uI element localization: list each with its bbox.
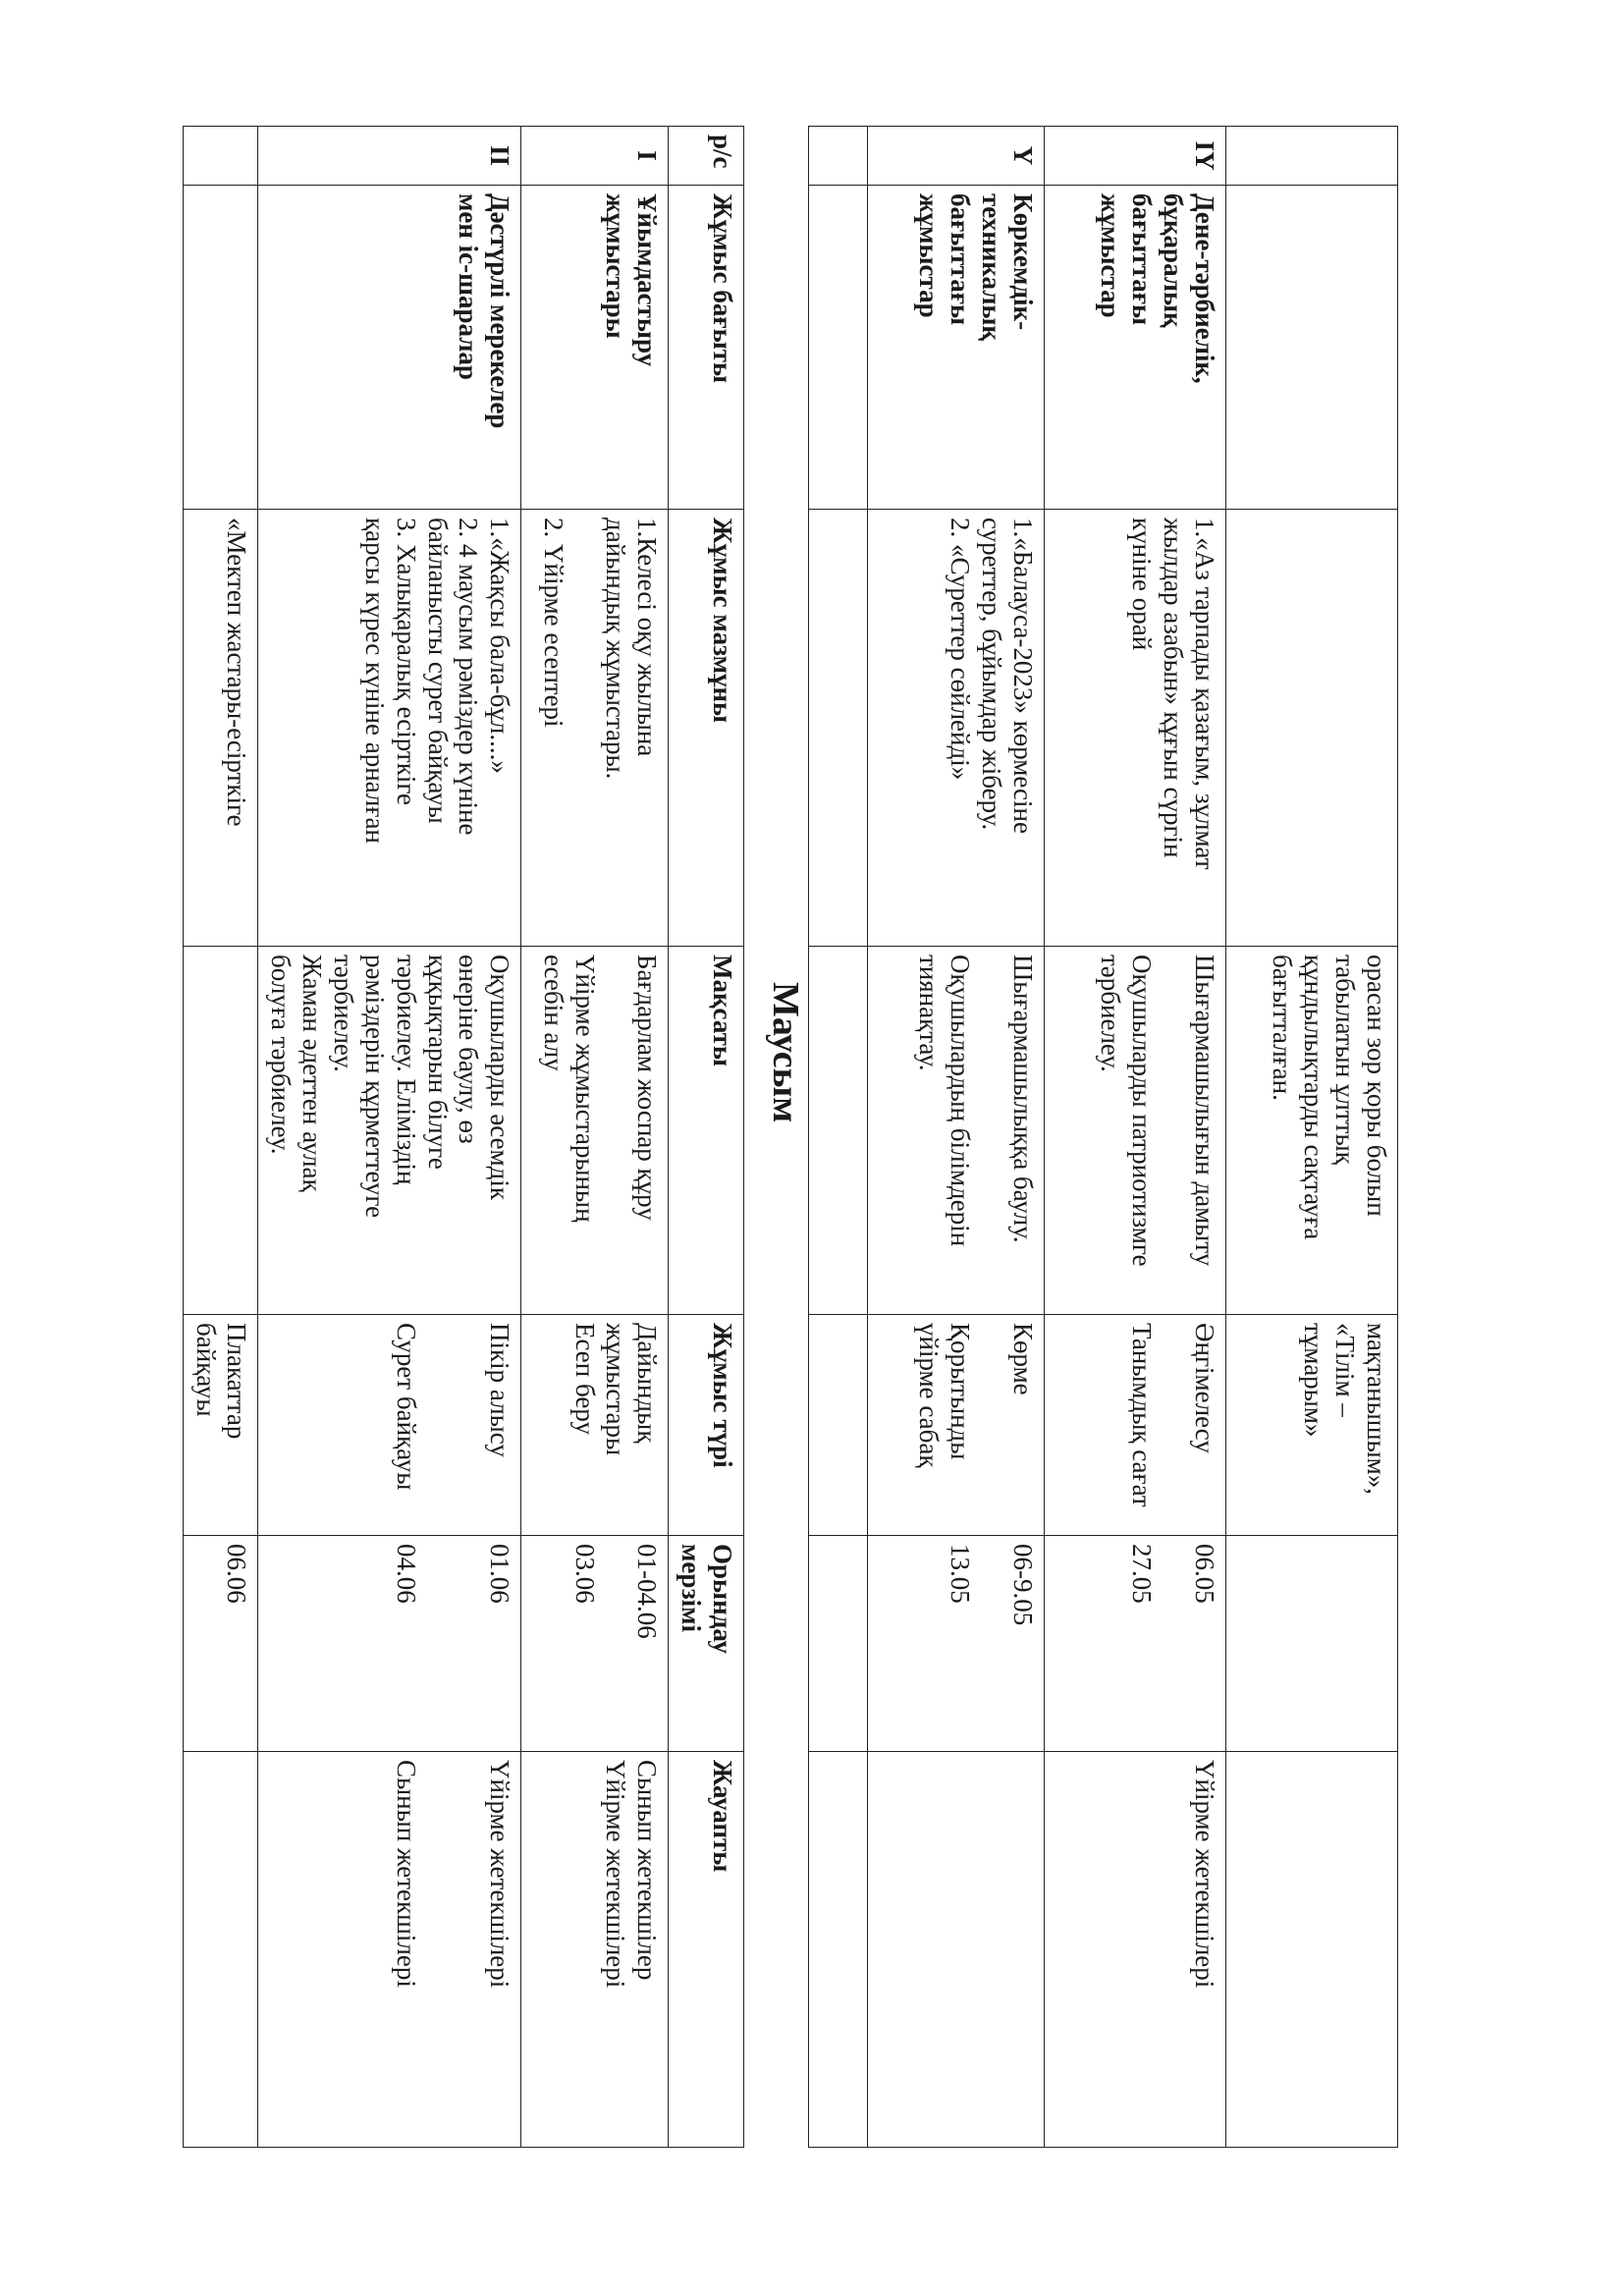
form-line: «Тілім – bbox=[1330, 1323, 1361, 1417]
date-line: 06.05 bbox=[1190, 1544, 1219, 1604]
form-line: Танымдық сағат bbox=[1127, 1323, 1158, 1507]
responsible-line: Сынып жетекшілер bbox=[632, 1760, 663, 1981]
direction-line: бұқаралық bbox=[1159, 193, 1189, 328]
row-num: I bbox=[521, 127, 669, 186]
date-line: 13.05 bbox=[946, 1544, 976, 1604]
date-line bbox=[453, 1544, 484, 1743]
goal-line: бағытталған. bbox=[1268, 955, 1298, 1101]
date-line: 04.06 bbox=[391, 1544, 421, 1604]
goal-line: құқықтарын білуге bbox=[422, 955, 453, 1170]
row-direction bbox=[183, 186, 258, 510]
content-line bbox=[568, 518, 600, 938]
content-line: байланысты сурет байқауы bbox=[422, 518, 453, 824]
header-date-line: Орындау bbox=[708, 1544, 737, 1654]
table-row bbox=[183, 127, 258, 2148]
row-direction bbox=[1045, 186, 1226, 510]
form-line: Есеп беру bbox=[569, 1323, 600, 1435]
direction-line: жұмыстары bbox=[601, 193, 631, 339]
direction-line: Дене-тәрбиелік, bbox=[1190, 193, 1219, 384]
goal-line bbox=[975, 955, 1006, 1306]
row-goal bbox=[258, 947, 521, 1315]
form-line: Қорытынды bbox=[946, 1323, 976, 1460]
content-line: «Мектеп жастары-есірткіге bbox=[222, 518, 252, 827]
direction-line: Көркемдік- bbox=[1008, 193, 1038, 331]
form-line bbox=[453, 1323, 484, 1527]
content-line: 3. Халықаралық есірткіге bbox=[391, 518, 421, 806]
header-goal: Мақсаты bbox=[669, 947, 744, 1315]
date-line: 01-04.06 bbox=[632, 1544, 663, 1639]
form-line: Плакаттар bbox=[222, 1323, 252, 1440]
form-line: Көрме bbox=[1008, 1323, 1038, 1395]
direction-line: мен іс-шаралар bbox=[454, 193, 484, 380]
row-form bbox=[1226, 1315, 1398, 1536]
goal-line: есебін алу bbox=[538, 955, 568, 1071]
date-line: 27.05 bbox=[1127, 1544, 1158, 1604]
goal-line: Шығармашылығын дамыту bbox=[1190, 955, 1219, 1267]
row-num: IY bbox=[1045, 127, 1226, 186]
row-goal bbox=[521, 947, 669, 1315]
goal-line: тәрбиелеу. Еліміздің bbox=[391, 955, 421, 1185]
content-line: 2. Үйірме есептері bbox=[538, 518, 568, 728]
date-line: 06-9.05 bbox=[1008, 1544, 1038, 1626]
row-date bbox=[868, 1536, 1045, 1752]
row-goal bbox=[1226, 947, 1398, 1315]
row-responsible bbox=[1226, 1752, 1398, 2148]
form-line bbox=[975, 1323, 1006, 1527]
goal-line bbox=[1157, 955, 1188, 1306]
header-row bbox=[669, 127, 744, 2148]
date-line: 03.06 bbox=[569, 1544, 600, 1604]
form-line: байқауы bbox=[190, 1323, 221, 1417]
bottom-table bbox=[183, 126, 744, 2148]
form-line: Дайындық bbox=[632, 1323, 663, 1444]
row-direction bbox=[868, 186, 1045, 510]
row-num bbox=[809, 127, 868, 186]
row-responsible: Үйірме жетекшілері bbox=[1045, 1752, 1226, 2148]
header-date bbox=[669, 1536, 744, 1752]
direction-line: жұмыстар bbox=[1096, 193, 1126, 318]
row-num bbox=[183, 127, 258, 186]
row-content bbox=[1226, 510, 1398, 947]
row-num: Y bbox=[868, 127, 1045, 186]
row-date bbox=[258, 1536, 521, 1752]
row-content bbox=[183, 510, 258, 947]
goal-line: орасан зор қоры болып bbox=[1362, 955, 1391, 1217]
goal-line bbox=[600, 955, 631, 1306]
row-responsible bbox=[183, 1752, 258, 2148]
row-goal bbox=[868, 947, 1045, 1315]
row-form bbox=[1045, 1315, 1226, 1536]
row-form bbox=[183, 1315, 258, 1536]
header-num: р/с bbox=[669, 127, 744, 186]
row-responsible bbox=[809, 1752, 868, 2148]
row-num: II bbox=[258, 127, 521, 186]
table-row bbox=[521, 127, 669, 2148]
row-goal bbox=[183, 947, 258, 1315]
date-line bbox=[975, 1544, 1006, 1743]
row-content bbox=[521, 510, 669, 947]
direction-line: бағыттағы bbox=[946, 193, 976, 326]
row-date bbox=[521, 1536, 669, 1752]
goal-line: Оқушыларды патриотизмге bbox=[1127, 955, 1158, 1267]
responsible-line: Үйірме жетекшілері bbox=[601, 1760, 631, 1989]
top-table bbox=[808, 126, 1398, 2148]
row-form bbox=[258, 1315, 521, 1536]
form-line: Пікір алысу bbox=[485, 1323, 515, 1457]
content-line: қарсы күрес күніне арналған bbox=[359, 518, 390, 844]
direction-line: Ұйымдастыру bbox=[632, 193, 663, 367]
row-goal bbox=[1045, 947, 1226, 1315]
content-line: 1.«Жақсы бала-бұл....» bbox=[485, 518, 515, 774]
content-line: 2. «Суреттер сөйлейді» bbox=[946, 518, 976, 781]
row-content bbox=[868, 510, 1045, 947]
form-line: мақтанышым», bbox=[1362, 1323, 1391, 1495]
content-line: 1.«Аз тарпады қазағым, зұлмат bbox=[1190, 518, 1219, 870]
content-line: 1.«Балауса-2023» көрмесіне bbox=[1008, 518, 1038, 834]
goal-line: табылатын ұлттық bbox=[1330, 955, 1361, 1165]
form-line: Әңгімелесу bbox=[1190, 1323, 1219, 1453]
content-line: күніне орай bbox=[1127, 518, 1158, 651]
goal-line: тиянақтау. bbox=[914, 955, 945, 1071]
responsible-line bbox=[453, 1760, 484, 2139]
goal-line: Жаман әдеттен аулақ bbox=[298, 955, 328, 1192]
row-content bbox=[258, 510, 521, 947]
goal-line: Шығармашылыққа баулу. bbox=[1008, 955, 1038, 1243]
form-line bbox=[421, 1323, 453, 1527]
goal-line: Оқушыларды әсемдік bbox=[485, 955, 515, 1201]
date-line bbox=[1157, 1544, 1188, 1743]
content-line: жылдар азабын» құғын сүргін bbox=[1159, 518, 1189, 858]
header-content: Жұмыс мазмұны bbox=[669, 510, 744, 947]
row-responsible bbox=[258, 1752, 521, 2148]
content-line: дайындық жұмыстары. bbox=[601, 518, 631, 780]
row-direction bbox=[809, 186, 868, 510]
content-line: 1.Келесі оқу жылына bbox=[632, 518, 663, 757]
direction-line: техникалық bbox=[977, 193, 1007, 341]
form-line: жұмыстары bbox=[601, 1323, 631, 1456]
form-line: Сурет байқауы bbox=[391, 1323, 421, 1491]
row-date bbox=[1226, 1536, 1398, 1752]
row-goal bbox=[809, 947, 868, 1315]
date-line bbox=[421, 1544, 453, 1743]
row-date bbox=[183, 1536, 258, 1752]
row-date bbox=[1045, 1536, 1226, 1752]
row-form bbox=[868, 1315, 1045, 1536]
goal-line: тәрбиелеу. bbox=[1096, 955, 1126, 1072]
row-responsible bbox=[868, 1752, 1045, 2148]
row-date bbox=[809, 1536, 868, 1752]
date-line: 06.06 bbox=[222, 1544, 252, 1604]
goal-line: өнеріне баулу, өз bbox=[454, 955, 484, 1144]
content-line: суреттер, бұйымдар жіберу. bbox=[977, 518, 1007, 831]
row-content bbox=[809, 510, 868, 947]
content-line: 2. 4 маусым рәміздер күніне bbox=[454, 518, 484, 836]
date-line bbox=[600, 1544, 631, 1743]
header-form: Жұмыс түрі bbox=[669, 1315, 744, 1536]
row-responsible bbox=[521, 1752, 669, 2148]
direction-line: Дәстүрлі мерекелер bbox=[485, 193, 515, 429]
goal-line: тәрбиелеу. bbox=[328, 955, 358, 1072]
form-line bbox=[1157, 1323, 1188, 1527]
row-content bbox=[1045, 510, 1226, 947]
row-direction bbox=[1226, 186, 1398, 510]
goal-line: Бағдарлам жоспар құру bbox=[632, 955, 663, 1221]
header-responsible: Жауапты bbox=[669, 1752, 744, 2148]
table-row bbox=[809, 127, 868, 2148]
responsible-line: Үйірме жетекшілері bbox=[485, 1760, 515, 1989]
table-row bbox=[258, 127, 521, 2148]
table-row bbox=[1045, 127, 1226, 2148]
goal-line: рәміздерін құрметтеуге bbox=[359, 955, 390, 1219]
table-row bbox=[868, 127, 1045, 2148]
row-form bbox=[521, 1315, 669, 1536]
month-title: Маусым bbox=[765, 982, 806, 1123]
table-row bbox=[1226, 127, 1398, 2148]
goal-line: құндылықтарды сақтауға bbox=[1299, 955, 1329, 1240]
direction-line: жұмыстар bbox=[914, 193, 945, 318]
row-direction bbox=[258, 186, 521, 510]
date-line: 01.06 bbox=[485, 1544, 515, 1604]
form-line: үйірме сабақ bbox=[914, 1323, 945, 1468]
header-direction: Жұмыс бағыты bbox=[669, 186, 744, 510]
row-form bbox=[809, 1315, 868, 1536]
goal-line: Үйірме жұмыстарының bbox=[569, 955, 600, 1223]
direction-line: бағыттағы bbox=[1127, 193, 1158, 326]
row-num bbox=[1226, 127, 1398, 186]
goal-line: болуға тәрбиелеу. bbox=[266, 955, 297, 1155]
responsible-line bbox=[421, 1760, 453, 2139]
form-line: тұмарым» bbox=[1299, 1323, 1329, 1438]
responsible-line: Сынып жетекшілері bbox=[391, 1760, 421, 1988]
goal-line: Оқушылардың білімдерін bbox=[946, 955, 976, 1247]
header-date-line: мерзімі bbox=[677, 1544, 707, 1632]
row-direction bbox=[521, 186, 669, 510]
